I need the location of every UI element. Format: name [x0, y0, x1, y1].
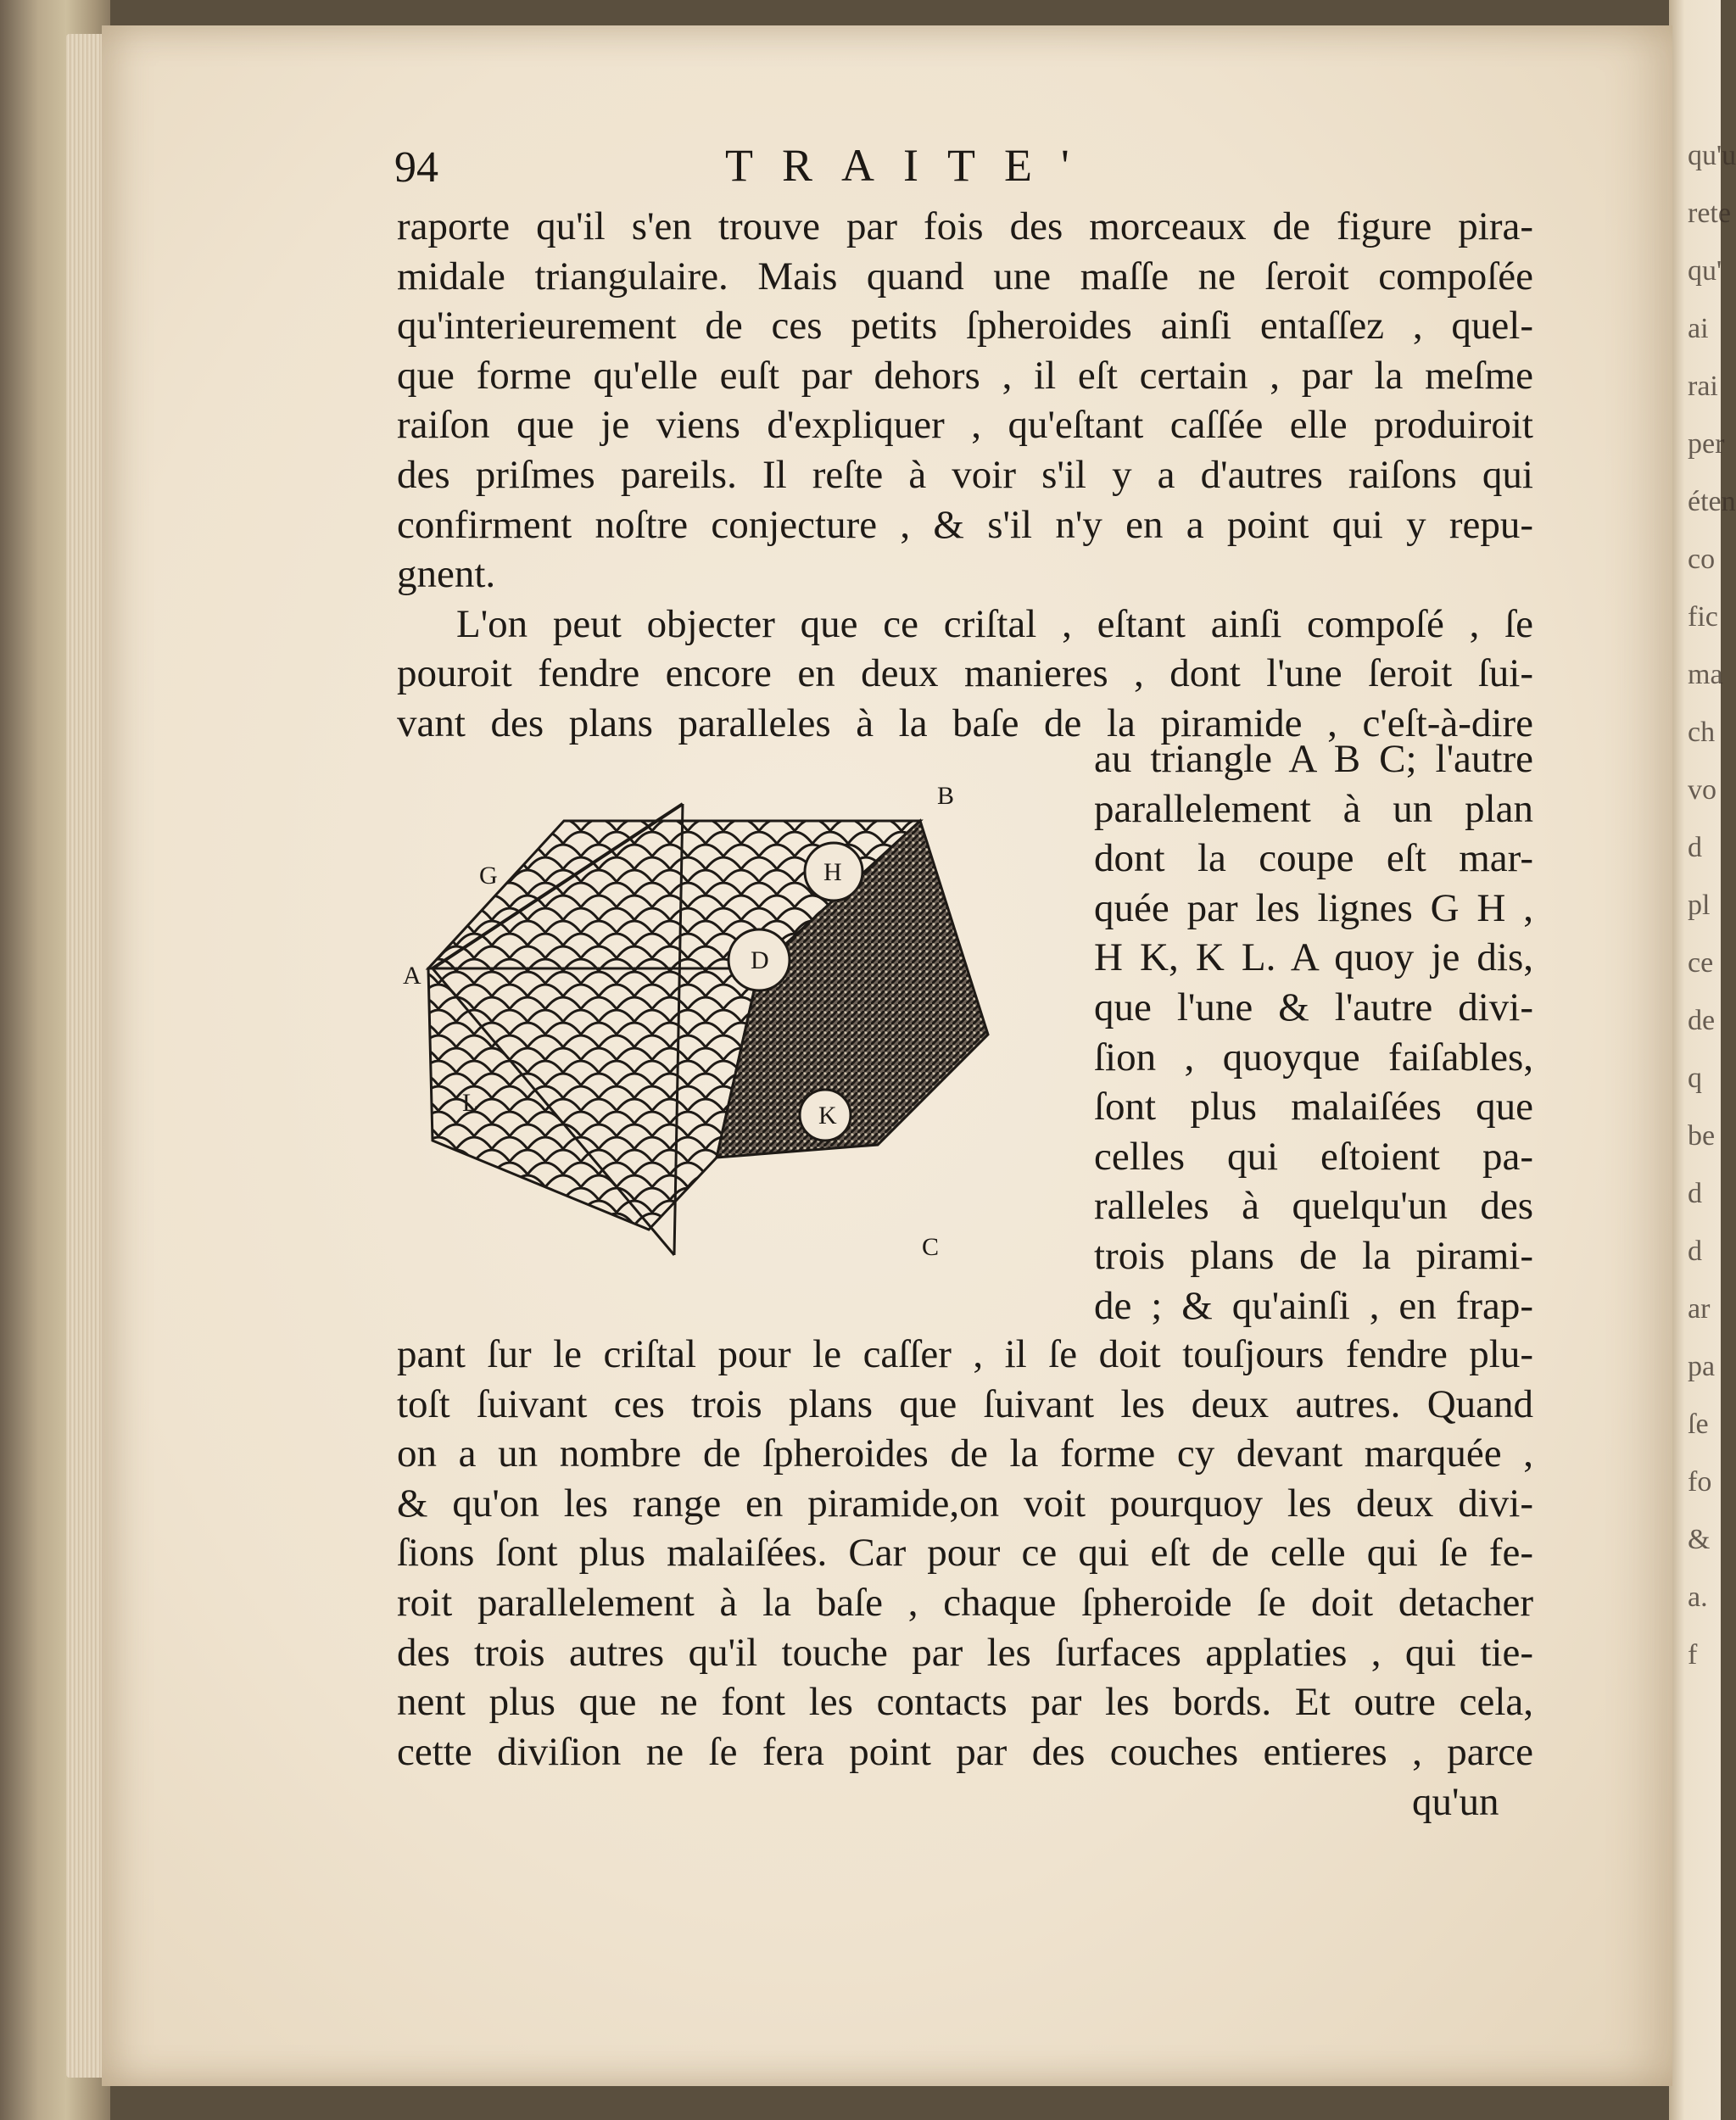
facing-page-fragment: be	[1688, 1120, 1716, 1152]
facing-page-fragment: vo	[1688, 774, 1716, 806]
text-line: trois plans de la pirami-	[1094, 1233, 1533, 1278]
facing-page-fragment: fic	[1688, 601, 1718, 633]
text-line: ſont plus malaiſées que	[1094, 1085, 1533, 1130]
facing-page-fragment: ai	[1688, 313, 1709, 344]
text-line: que forme qu'elle euſt par dehors , il eſt certain , par la meſme	[397, 353, 1533, 398]
text-line: confirment noſtre conjecture , & s'il n'y en a point qui y repu-	[397, 502, 1533, 547]
label-A: A	[403, 962, 421, 990]
text-block-bottom	[397, 1330, 1533, 1777]
text-line: gnent.	[397, 552, 496, 597]
label-D: D	[751, 946, 769, 974]
catchword: qu'un	[1412, 1780, 1499, 1824]
text-block-beside-figure	[1094, 734, 1533, 1331]
facing-page-fragments	[1688, 127, 1736, 1684]
pyramid-front-face	[428, 968, 759, 1230]
text-line: midale triangulaire. Mais quand une maſſe ne ſeroit compoſée	[397, 254, 1533, 298]
text-line: ſions ſont plus malaiſées. Car pour ce qui eſt de celle qui ſe fe-	[397, 1531, 1533, 1576]
page-number: 94	[394, 143, 438, 192]
text-line: des priſmes pareils. Il reſte à voir s'il y a d'autres raiſons qui	[397, 452, 1533, 497]
label-B: B	[937, 782, 955, 810]
facing-page-fragment: d	[1688, 832, 1702, 863]
text-line: roit parallelement à la baſe , chaque ſpheroide ſe doit detacher	[397, 1580, 1533, 1625]
text-line: vant des plans paralleles à la baſe de la piramide , c'eſt-à-dire	[397, 700, 1533, 745]
label-G: G	[479, 862, 498, 890]
facing-page-fragment: éten	[1688, 486, 1736, 517]
facing-page-fragment: ar	[1688, 1293, 1711, 1325]
facing-page-fragment: &	[1688, 1524, 1711, 1555]
text-line: toſt ſuivant ces trois plans que ſuivant les deux autres. Quand	[397, 1381, 1533, 1426]
facing-page-fragment: f	[1688, 1639, 1698, 1671]
facing-page-fragment: d	[1688, 1236, 1702, 1267]
label-K: K	[818, 1102, 837, 1130]
facing-page-fragment: ce	[1688, 947, 1714, 979]
text-line: quée par les lignes G H ,	[1094, 885, 1533, 930]
text-line: de ; & qu'ainſi , en frap-	[1094, 1283, 1533, 1328]
text-line: ralleles à quelqu'un des	[1094, 1184, 1533, 1229]
text-line: parallelement à un plan	[1094, 786, 1533, 831]
running-title: TRAITE'	[725, 140, 1098, 191]
facing-page-fragment: per	[1688, 428, 1725, 460]
facing-page-fragment: ma	[1688, 659, 1723, 690]
text-line: cette diviſion ne ſe fera point par des couches entieres , parce	[397, 1729, 1533, 1774]
label-H: H	[823, 858, 842, 886]
facing-page-fragment: co	[1688, 544, 1716, 575]
text-line: au triangle A B C; l'autre	[1094, 737, 1533, 781]
text-line: raiſon que je viens d'expliquer , qu'eſtant caſſée elle produiroit	[397, 403, 1533, 448]
label-C: C	[922, 1233, 940, 1261]
facing-page-fragment: de	[1688, 1005, 1716, 1036]
text-line: ſion , quoyque faiſables,	[1094, 1035, 1533, 1080]
text-line: pouroit fendre encore en deux manieres , dont l'une ſeroit ſui-	[397, 651, 1533, 696]
facing-page-fragment: qu'	[1688, 255, 1722, 287]
facing-page-fragment: ch	[1688, 717, 1716, 748]
text-line: nent plus que ne font les contacts par les bords. Et outre cela,	[397, 1680, 1533, 1725]
text-line: qu'interieurement de ces petits ſpheroides ainſi entaſſez , quel-	[397, 304, 1533, 349]
text-line: on a un nombre de ſpheroides de la forme cy devant marquée ,	[397, 1431, 1533, 1476]
facing-page-fragment: pl	[1688, 890, 1711, 921]
facing-page-fragment: qu'u	[1688, 140, 1736, 171]
page-header	[394, 142, 1531, 202]
text-line: H K, K L. A quoy je dis,	[1094, 935, 1533, 980]
text-block-top	[397, 202, 1533, 749]
text-line: pant ſur le criſtal pour le caſſer , il ſe doit touſjours fendre plu-	[397, 1332, 1533, 1376]
label-L: L	[462, 1089, 478, 1117]
text-line: celles qui eſtoient pa-	[1094, 1134, 1533, 1179]
text-line: raporte qu'il s'en trouve par fois des morceaux de figure pira-	[397, 204, 1533, 248]
crystal-pyramid-figure	[403, 780, 1064, 1272]
text-line: dont la coupe eſt mar-	[1094, 836, 1533, 881]
facing-page-fragment: rete	[1688, 198, 1731, 229]
facing-page-fragment: fo	[1688, 1466, 1712, 1498]
facing-page-fragment: a.	[1688, 1582, 1708, 1613]
text-line: que l'une & l'autre divi-	[1094, 985, 1533, 1029]
facing-page-fragment: q	[1688, 1063, 1702, 1094]
facing-page-fragment: rai	[1688, 371, 1718, 402]
facing-page-fragment: ſe	[1688, 1409, 1709, 1440]
text-line: L'on peut objecter que ce criſtal , eſtant ainſi compoſé , ſe	[456, 601, 1533, 646]
text-line: & qu'on les range en piramide,on voit pourquoy les deux divi-	[397, 1481, 1533, 1526]
facing-page-fragment: d	[1688, 1178, 1702, 1209]
text-line: des trois autres qu'il touche par les ſurfaces applaties , qui tie-	[397, 1630, 1533, 1675]
facing-page-fragment: pa	[1688, 1351, 1716, 1382]
